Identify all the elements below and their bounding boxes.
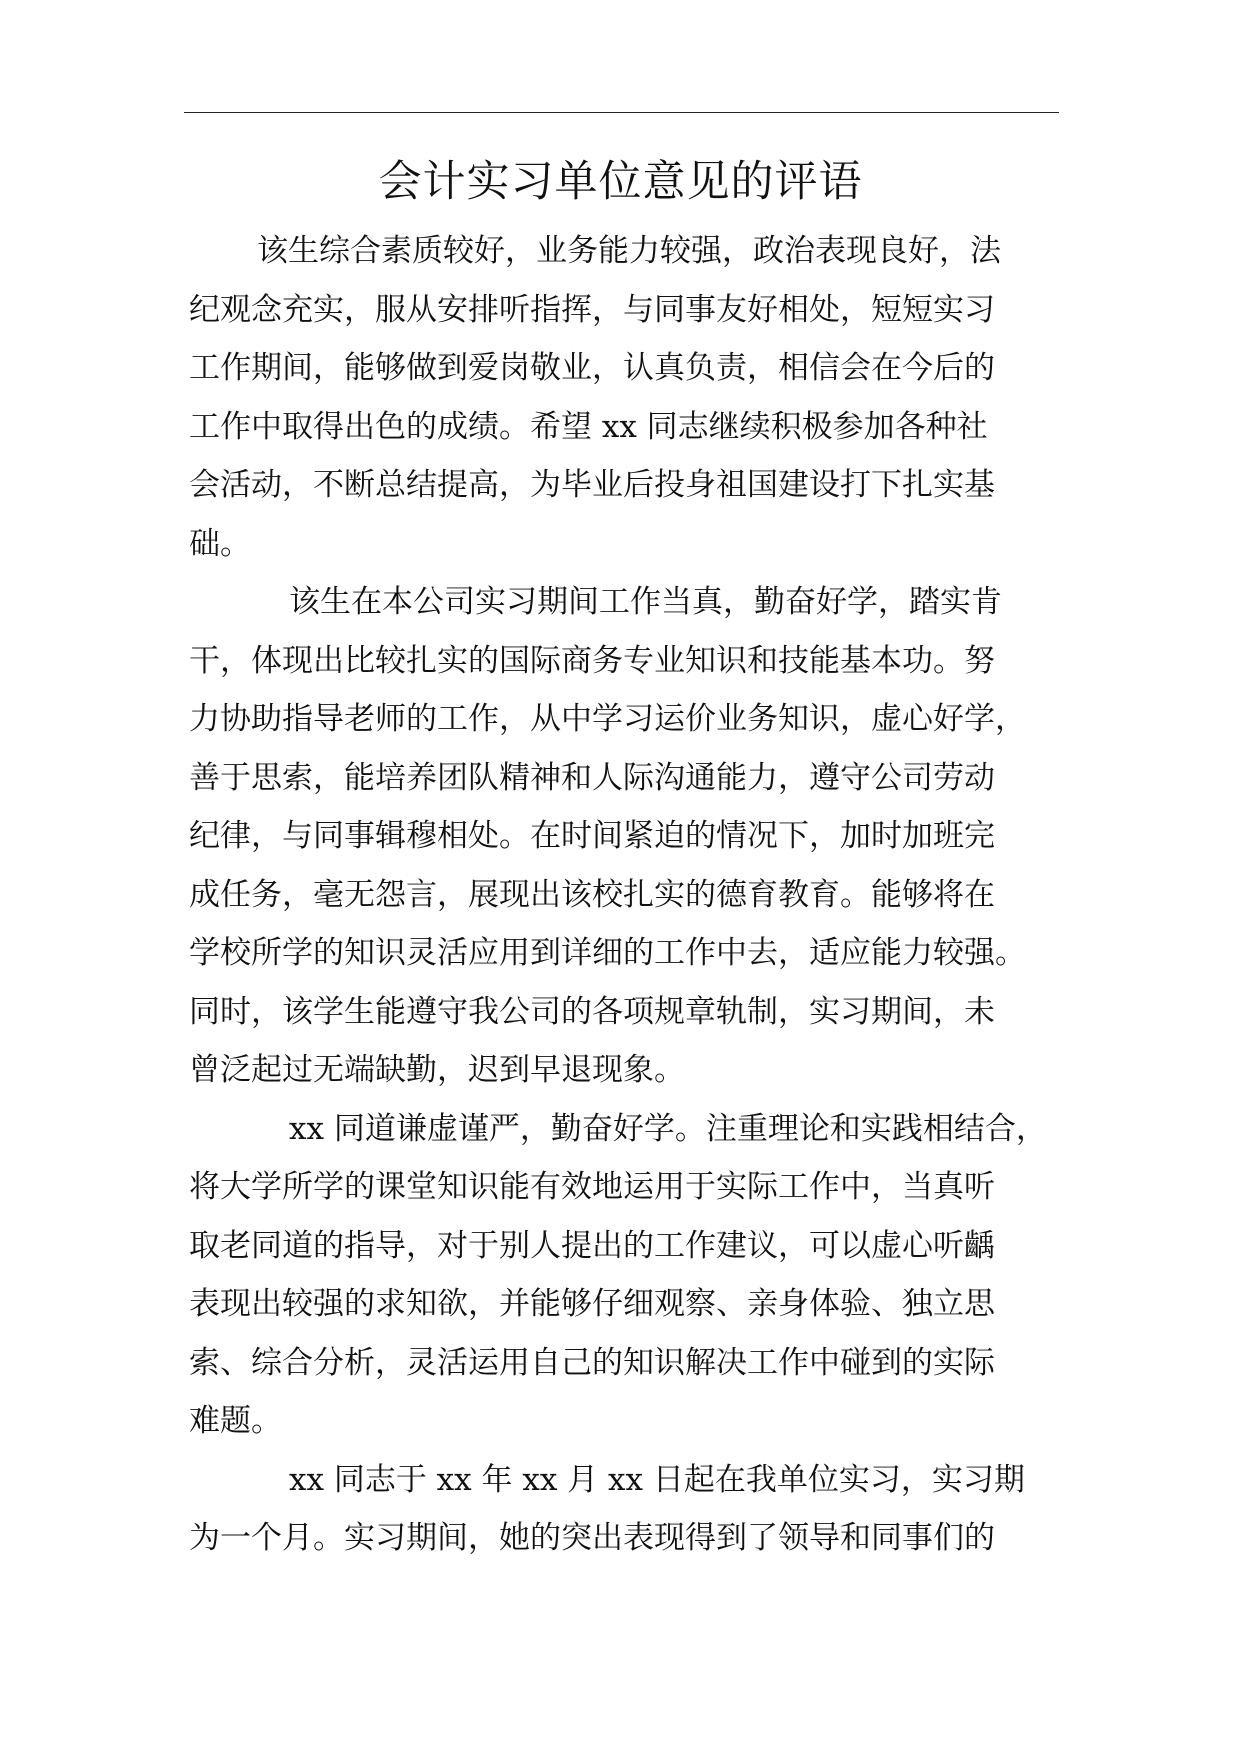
text-line: 善于思索，能培养团队精神和人际沟通能力，遵守公司劳动 <box>189 759 995 796</box>
text-line: 力协助指导老师的工作，从中学习运价业务知识，虚心好学， <box>189 701 1026 737</box>
text-line: 表现出较强的求知欲，并能够仔细观察、亲身体验、独立思 <box>189 1286 995 1322</box>
text-line: 索、综合分析，灵活运用自己的知识解决工作中碰到的实际 <box>189 1344 995 1381</box>
text-line: 纪观念充实，服从安排听指挥，与同事友好相处，短短实习 <box>189 291 995 328</box>
paragraph <box>189 1100 1059 1451</box>
text-line: xx 同志于 xx 年 xx 月 xx 日起在我单位实习，实习期 <box>289 1461 1025 1498</box>
document-body <box>189 222 1059 1568</box>
text-line: 础。 <box>189 525 251 562</box>
text-line: 工作中取得出色的成绩。希望 xx 同志继续积极参加各种社 <box>189 408 988 445</box>
text-line: 难题。 <box>189 1403 282 1439</box>
text-line: xx 同道谦虚谨严，勤奋好学。注重理论和实践相结合， <box>289 1110 1047 1147</box>
header-rule <box>184 112 1059 113</box>
text-line: 工作期间，能够做到爱岗敬业，认真负责，相信会在今后的 <box>189 350 995 386</box>
text-line: 干，体现出比较扎实的国际商务专业知识和技能基本功。努 <box>189 642 995 679</box>
text-line: 该生综合素质较好，业务能力较强，政治表现良好，法 <box>257 233 1001 269</box>
text-line: 纪律，与同事辑穆相处。在时间紧迫的情况下，加时加班完 <box>189 818 995 854</box>
text-line: 成任务，毫无怨言，展现出该校扎实的德育教育。能够将在 <box>189 876 995 913</box>
paragraph <box>189 1451 1059 1568</box>
text-line: 该生在本公司实习期间工作当真，勤奋好学，踏实肯 <box>289 584 1002 620</box>
text-line: 学校所学的知识灵活应用到详细的工作中去，适应能力较强。 <box>189 935 1026 971</box>
text-line: 为一个月。实习期间，她的突出表现得到了领导和同事们的 <box>189 1520 995 1556</box>
text-line: 同时，该学生能遵守我公司的各项规章轨制，实习期间，未 <box>189 993 995 1030</box>
text-line: 会活动，不断总结提高，为毕业后投身祖国建设打下扎实基 <box>189 467 995 503</box>
page-title: 会计实习单位意见的评语 <box>378 157 863 207</box>
paragraph <box>189 222 1059 573</box>
text-line: 取老同道的指导，对于别人提出的工作建议，可以虚心听齲 <box>189 1227 995 1264</box>
text-line: 曾泛起过无端缺勤，迟到早退现象。 <box>189 1052 685 1088</box>
paragraph <box>189 573 1059 1100</box>
text-line: 将大学所学的课堂知识能有效地运用于实际工作中，当真听 <box>189 1169 995 1205</box>
